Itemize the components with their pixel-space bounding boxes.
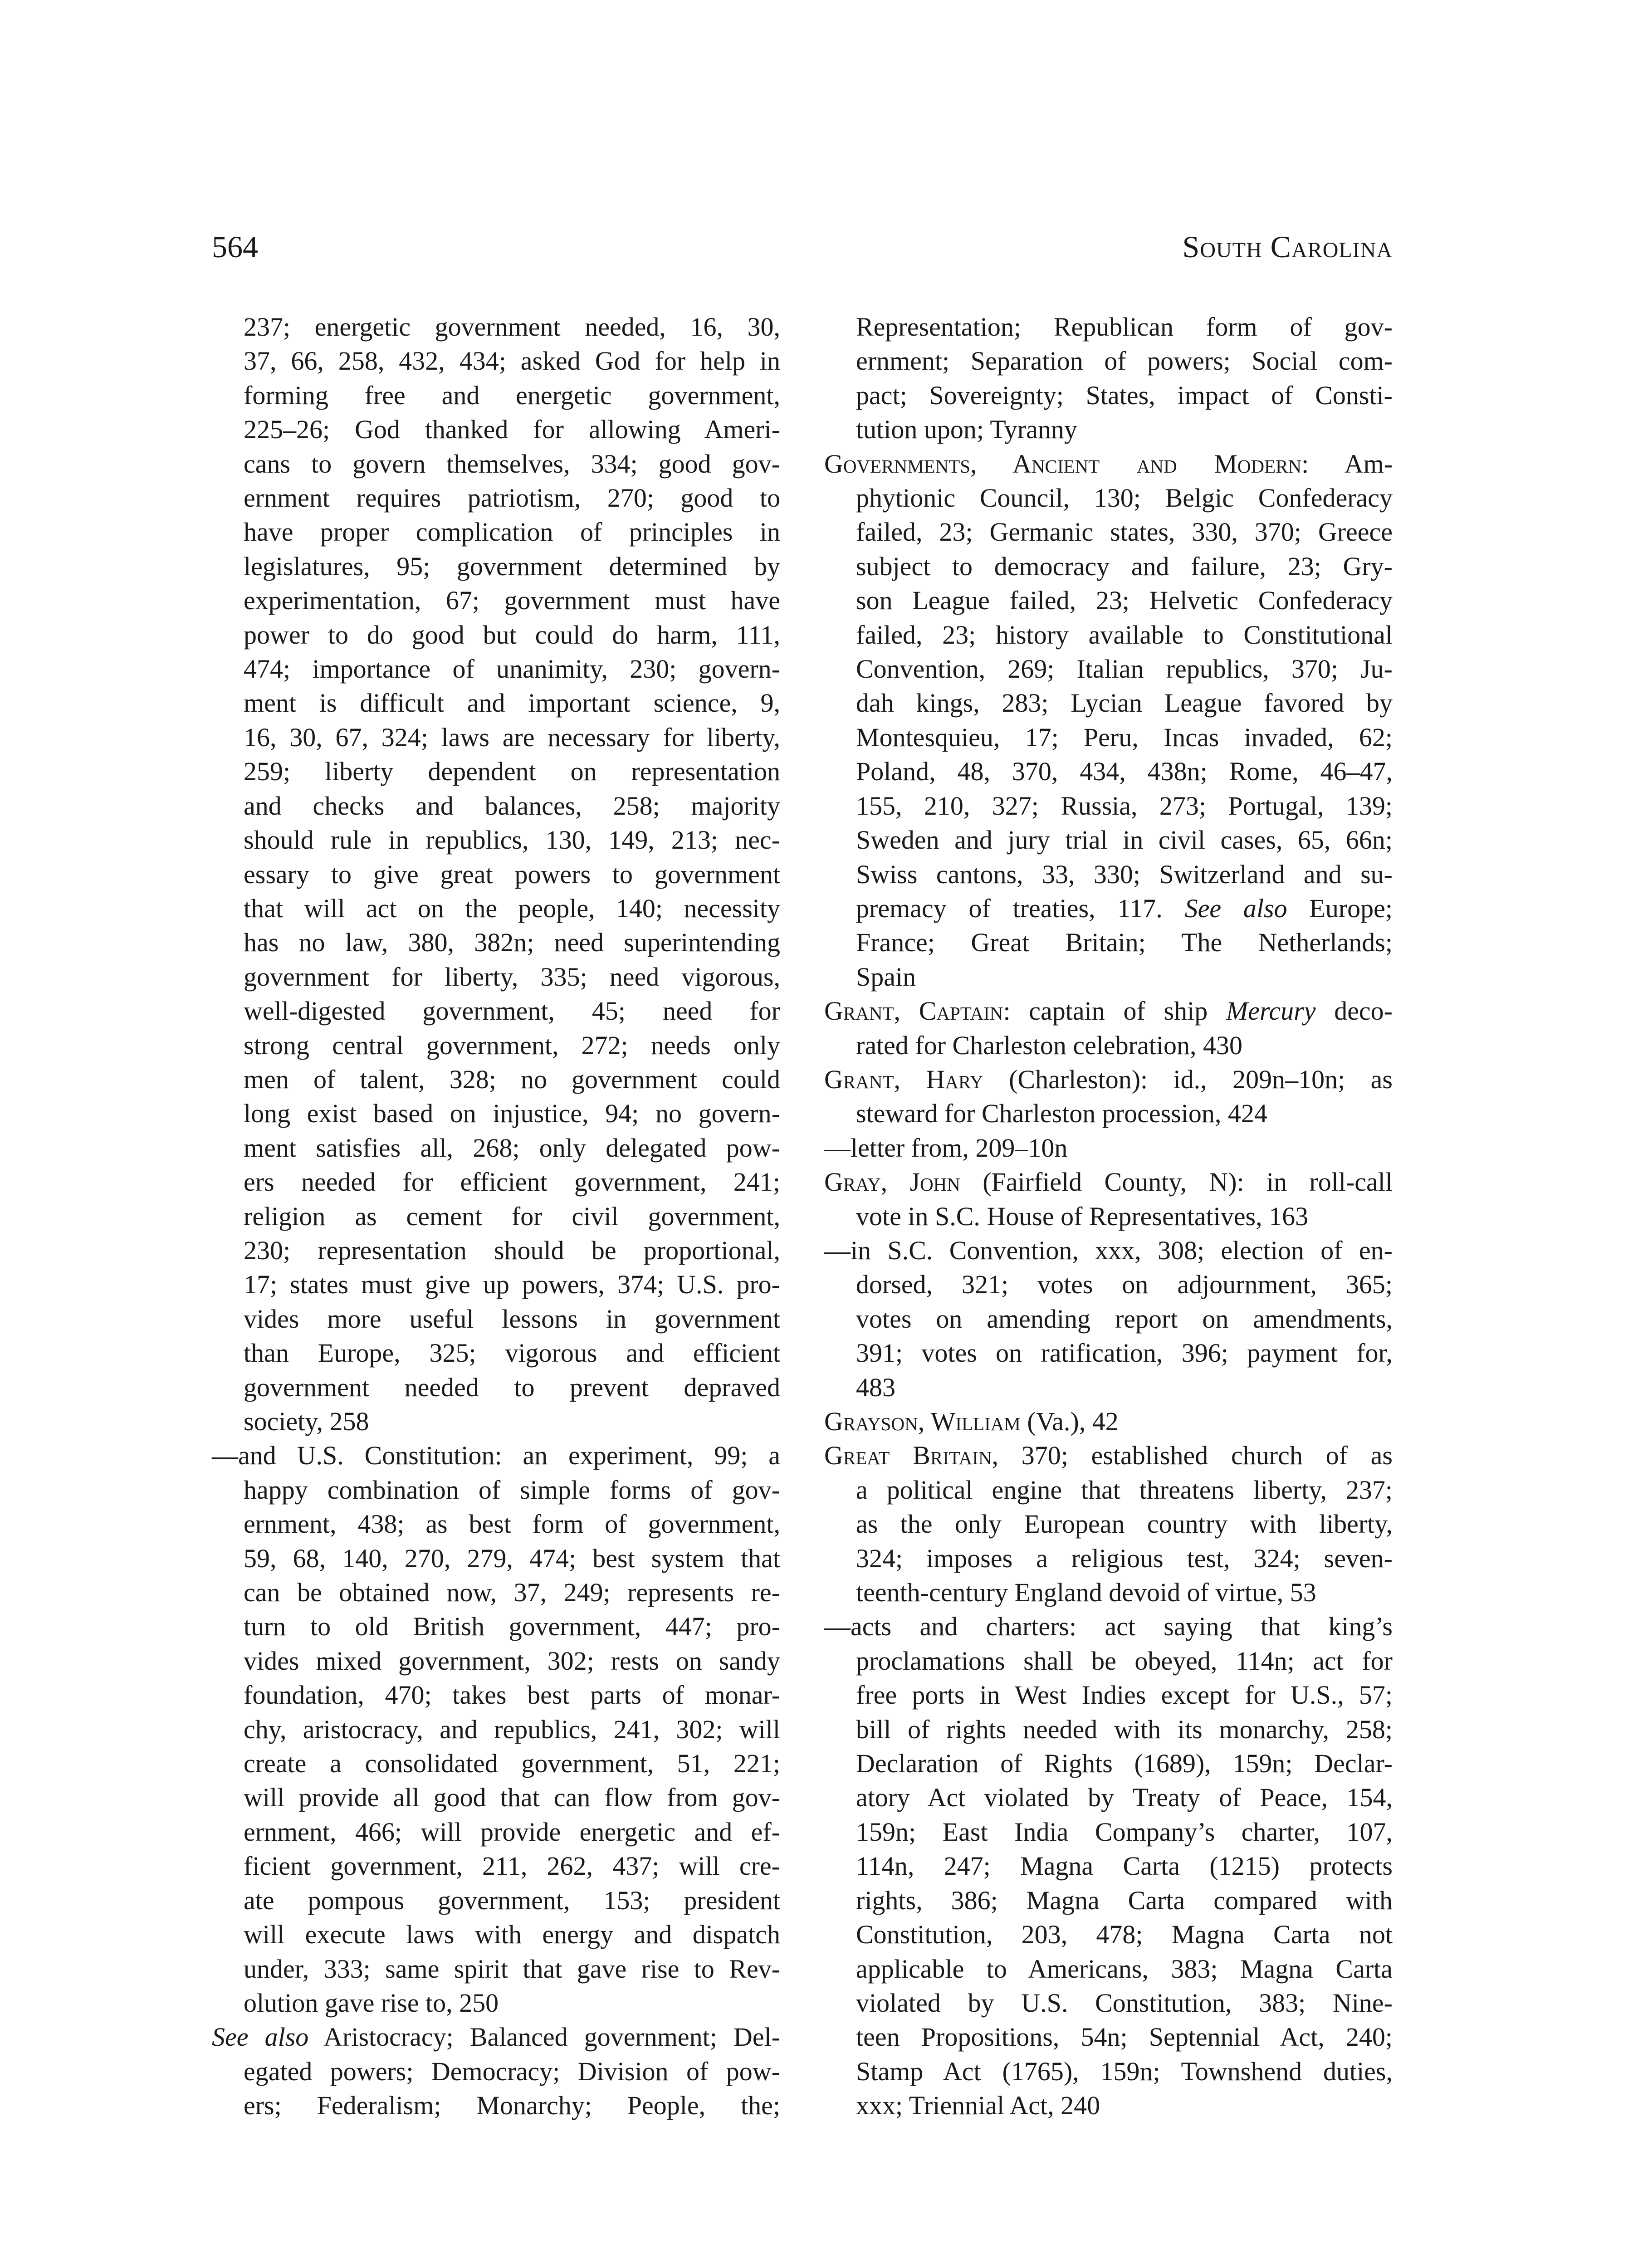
index-text: strong central government, 272; needs only — [244, 1030, 780, 1060]
index-text: free ports in West Indies except for U.S., 57; — [856, 1680, 1393, 1710]
index-text: Declaration of Rights (1689), 159n; Declar- — [856, 1749, 1393, 1779]
index-text: ment is difficult and important science, 9, — [244, 688, 780, 718]
index-continuation-line — [212, 1370, 780, 1404]
index-continuation-line — [212, 1507, 780, 1541]
index-italic-text: See also — [212, 2022, 309, 2052]
index-text: atory Act violated by Treaty of Peace, 154, — [856, 1783, 1393, 1813]
index-text: government for liberty, 335; need vigorous, — [244, 962, 780, 992]
index-text: ernment; Separation of powers; Social com- — [856, 346, 1393, 376]
index-text: rights, 386; Magna Carta compared with — [856, 1885, 1393, 1915]
index-text: cans to govern themselves, 334; good gov- — [244, 449, 780, 479]
index-text: Swiss cantons, 33, 330; Switzerland and su- — [856, 859, 1393, 889]
index-headword: Grant, Hary — [824, 1064, 983, 1094]
index-continuation-line — [212, 481, 780, 515]
index-continuation-line — [824, 618, 1393, 652]
index-text: subject to democracy and failure, 23; Gry- — [856, 551, 1393, 581]
index-continuation-line — [212, 1199, 780, 1233]
index-text: applicable to Americans, 383; Magna Carta — [856, 1954, 1393, 1984]
index-continuation-line — [824, 378, 1393, 412]
index-continuation-line — [824, 515, 1393, 549]
index-continuation-line — [212, 857, 780, 891]
index-entry-line — [824, 1165, 1393, 1199]
index-continuation-line — [212, 925, 780, 959]
index-text: —acts and charters: act saying that king’s — [824, 1612, 1393, 1642]
index-continuation-line — [212, 1952, 780, 1986]
index-continuation-line — [212, 720, 780, 754]
index-italic-text: Mercury — [1226, 996, 1316, 1026]
index-text: well-digested government, 45; need for — [244, 996, 780, 1026]
index-text: ernment requires patriotism, 270; good to — [244, 483, 780, 513]
index-continuation-line — [824, 2020, 1393, 2054]
index-text: dah kings, 283; Lycian League favored by — [856, 688, 1393, 718]
index-continuation-line — [212, 1062, 780, 1096]
index-entry-line — [824, 1062, 1393, 1096]
index-text: ficient government, 211, 262, 437; will cre- — [244, 1851, 780, 1881]
index-continuation-line — [212, 378, 780, 412]
index-continuation-line — [212, 583, 780, 617]
index-text: ers needed for efficient government, 241; — [244, 1167, 780, 1197]
index-text: 114n, 247; Magna Carta (1215) protects — [856, 1851, 1393, 1881]
index-continuation-line — [824, 1986, 1393, 2020]
index-continuation-line — [824, 1302, 1393, 1336]
index-continuation-line — [212, 1712, 780, 1746]
index-headword: Governments, Ancient and Modern — [824, 449, 1302, 479]
index-text: 474; importance of unanimity, 230; govern- — [244, 654, 780, 684]
index-text: chy, aristocracy, and republics, 241, 302; will — [244, 1714, 780, 1744]
index-continuation-line — [824, 1952, 1393, 1986]
index-entry-line — [824, 1438, 1393, 1472]
index-continuation-line — [212, 891, 780, 925]
index-continuation-line — [212, 754, 780, 788]
index-continuation-line — [824, 754, 1393, 788]
index-entry-line — [212, 2020, 780, 2054]
index-text: , 370; established church of as — [992, 1441, 1393, 1471]
index-continuation-line — [212, 1267, 780, 1301]
index-entry-line — [824, 1233, 1393, 1267]
index-text: 37, 66, 258, 432, 434; asked God for help in — [244, 346, 780, 376]
index-continuation-line — [824, 1815, 1393, 1849]
index-text: Representation; Republican form of gov- — [856, 312, 1393, 342]
index-continuation-line — [212, 1096, 780, 1130]
index-text: 391; votes on ratification, 396; payment for, — [856, 1338, 1393, 1368]
index-text: experimentation, 67; government must have — [244, 586, 780, 616]
index-continuation-line — [212, 686, 780, 720]
index-continuation-line — [824, 412, 1393, 446]
index-text: steward for Charleston procession, 424 — [856, 1099, 1267, 1129]
index-continuation-line — [824, 1746, 1393, 1780]
index-continuation-line — [212, 515, 780, 549]
index-text: xxx; Triennial Act, 240 — [856, 2091, 1100, 2121]
index-column-left — [212, 310, 780, 2123]
index-text: —in S.C. Convention, xxx, 308; election of en- — [824, 1235, 1393, 1265]
index-text: teenth-century England devoid of virtue, 53 — [856, 1578, 1316, 1608]
index-continuation-line — [824, 686, 1393, 720]
index-text: son League failed, 23; Helvetic Confederacy — [856, 586, 1393, 616]
index-text: deco- — [1315, 996, 1393, 1026]
index-text: 155, 210, 327; Russia, 273; Portugal, 139; — [856, 791, 1393, 821]
index-text: Spain — [856, 962, 916, 992]
index-text: votes on amending report on amendments, — [856, 1304, 1393, 1334]
index-text: 17; states must give up powers, 374; U.S. pro- — [244, 1270, 780, 1300]
index-continuation-line — [212, 1849, 780, 1883]
index-continuation-line — [212, 447, 780, 481]
index-text: 59, 68, 140, 270, 279, 474; best system that — [244, 1543, 780, 1573]
index-text: Sweden and jury trial in civil cases, 65, 66n; — [856, 825, 1393, 855]
index-continuation-line — [824, 583, 1393, 617]
index-text: create a consolidated government, 51, 221; — [244, 1749, 780, 1779]
index-continuation-line — [212, 618, 780, 652]
index-continuation-line — [824, 1678, 1393, 1712]
index-continuation-line — [212, 1575, 780, 1609]
index-continuation-line — [824, 1849, 1393, 1883]
index-continuation-line — [212, 652, 780, 686]
index-text: 225–26; God thanked for allowing Ameri- — [244, 415, 780, 445]
index-headword: Grayson, William — [824, 1407, 1021, 1436]
index-continuation-line — [212, 1815, 780, 1849]
index-text: pact; Sovereignty; States, impact of Consti- — [856, 380, 1393, 410]
index-text: government needed to prevent depraved — [244, 1372, 780, 1402]
index-text: 324; imposes a religious test, 324; seven- — [856, 1543, 1393, 1573]
index-continuation-line — [824, 1644, 1393, 1678]
index-continuation-line — [824, 1712, 1393, 1746]
index-entry-line — [824, 1131, 1393, 1165]
index-text: : captain of ship — [1003, 996, 1226, 1026]
index-continuation-line — [824, 1336, 1393, 1370]
index-continuation-line — [824, 1883, 1393, 1917]
index-text: 16, 30, 67, 324; laws are necessary for liberty, — [244, 722, 780, 752]
index-continuation-line — [212, 1473, 780, 1507]
index-text: power to do good but could do harm, 111, — [244, 620, 780, 650]
index-continuation-line — [824, 481, 1393, 515]
index-text: —letter from, 209–10n — [824, 1133, 1068, 1163]
index-continuation-line — [824, 1507, 1393, 1541]
index-text: vides more useful lessons in government — [244, 1304, 780, 1334]
index-continuation-line — [212, 1780, 780, 1814]
index-continuation-line — [212, 1917, 780, 1951]
index-text: under, 333; same spirit that gave rise to Rev- — [244, 1954, 780, 1984]
index-text: vote in S.C. House of Representatives, 163 — [856, 1201, 1309, 1231]
index-text: —and U.S. Constitution: an experiment, 99; a — [212, 1441, 780, 1471]
running-head: South Carolina — [1182, 230, 1393, 264]
index-text: bill of rights needed with its monarchy, 258; — [856, 1714, 1393, 1744]
index-continuation-line — [824, 720, 1393, 754]
index-continuation-line — [824, 823, 1393, 857]
index-entry-line — [824, 1404, 1393, 1438]
index-text: essary to give great powers to government — [244, 859, 780, 889]
index-continuation-line — [212, 412, 780, 446]
index-text: can be obtained now, 37, 249; represents re- — [244, 1578, 780, 1608]
index-text: foundation, 470; takes best parts of monar- — [244, 1680, 780, 1710]
index-continuation-line — [212, 960, 780, 994]
index-text: ernment, 438; as best form of government, — [244, 1509, 780, 1539]
index-text: ernment, 466; will provide energetic and ef- — [244, 1817, 780, 1847]
index-continuation-line — [824, 891, 1393, 925]
index-text: as the only European country with liberty, — [856, 1509, 1393, 1539]
index-continuation-line — [212, 2088, 780, 2122]
index-text: legislatures, 95; government determined by — [244, 551, 780, 581]
index-continuation-line — [212, 1541, 780, 1575]
page-number: 564 — [212, 230, 258, 264]
index-continuation-line — [824, 1917, 1393, 1951]
index-text: Aristocracy; Balanced government; Del- — [308, 2022, 780, 2052]
index-continuation-line — [824, 2088, 1393, 2122]
index-text: 230; representation should be proportional, — [244, 1235, 780, 1265]
index-text: Constitution, 203, 478; Magna Carta not — [856, 1920, 1393, 1950]
index-text: 259; liberty dependent on representation — [244, 757, 780, 787]
index-text: dorsed, 321; votes on adjournment, 365; — [856, 1270, 1393, 1300]
index-continuation-line — [824, 344, 1393, 378]
index-continuation-line — [212, 1165, 780, 1199]
index-continuation-line — [824, 310, 1393, 344]
index-continuation-line — [212, 1233, 780, 1267]
index-continuation-line — [212, 2054, 780, 2088]
index-text: has no law, 380, 382n; need superintending — [244, 928, 780, 958]
index-text: should rule in republics, 130, 149, 213; nec- — [244, 825, 780, 855]
index-headword: Great Britain — [824, 1441, 992, 1471]
index-continuation-line — [212, 1404, 780, 1438]
index-continuation-line — [824, 549, 1393, 583]
index-text: ers; Federalism; Monarchy; People, the; — [244, 2091, 780, 2121]
index-continuation-line — [824, 1370, 1393, 1404]
index-text: happy combination of simple forms of gov- — [244, 1475, 780, 1505]
index-continuation-line — [824, 2054, 1393, 2088]
index-text: long exist based on injustice, 94; no govern- — [244, 1099, 780, 1129]
index-continuation-line — [824, 1473, 1393, 1507]
index-continuation-line — [212, 1336, 780, 1370]
index-continuation-line — [212, 1746, 780, 1780]
index-continuation-line — [824, 652, 1393, 686]
index-continuation-line — [212, 1131, 780, 1165]
index-text: will execute laws with energy and dispatch — [244, 1920, 780, 1950]
index-text: tution upon; Tyranny — [856, 415, 1077, 445]
index-continuation-line — [824, 1096, 1393, 1130]
index-text: (Va.), 42 — [1020, 1407, 1119, 1436]
index-continuation-line — [824, 925, 1393, 959]
index-text: ment satisfies all, 268; only delegated pow- — [244, 1133, 780, 1163]
index-text: Poland, 48, 370, 434, 438n; Rome, 46–47, — [856, 757, 1393, 787]
index-text: 159n; East India Company’s charter, 107, — [856, 1817, 1393, 1847]
index-continuation-line — [212, 1883, 780, 1917]
index-text: (Charleston): id., 209n–10n; as — [983, 1064, 1393, 1094]
index-text: violated by U.S. Constitution, 383; Nine- — [856, 1988, 1393, 2018]
index-continuation-line — [824, 857, 1393, 891]
index-text: men of talent, 328; no government could — [244, 1064, 780, 1094]
index-headword: Grant, Captain — [824, 996, 1003, 1026]
index-column-right — [824, 310, 1393, 2123]
index-text: Montesquieu, 17; Peru, Incas invaded, 62; — [856, 722, 1393, 752]
index-text: olution gave rise to, 250 — [244, 1988, 499, 2018]
index-continuation-line — [212, 549, 780, 583]
index-continuation-line — [212, 1678, 780, 1712]
index-text: failed, 23; Germanic states, 330, 370; Greece — [856, 517, 1393, 547]
index-continuation-line — [824, 960, 1393, 994]
index-continuation-line — [212, 310, 780, 344]
index-headword: Gray, John — [824, 1167, 960, 1197]
index-continuation-line — [212, 1609, 780, 1643]
index-text: forming free and energetic government, — [244, 380, 780, 410]
index-text: rated for Charleston celebration, 430 — [856, 1030, 1242, 1060]
index-continuation-line — [212, 1986, 780, 2020]
index-text: than Europe, 325; vigorous and efficient — [244, 1338, 780, 1368]
index-text: a political engine that threatens liberty, 237; — [856, 1475, 1393, 1505]
index-text: premacy of treaties, 117. — [856, 893, 1185, 923]
index-text: egated powers; Democracy; Division of pow- — [244, 2056, 780, 2086]
index-text: (Fairfield County, N): in roll-call — [960, 1167, 1393, 1197]
index-text: : Am- — [1301, 449, 1393, 479]
index-text: vides mixed government, 302; rests on sandy — [244, 1646, 780, 1676]
index-entry-line — [824, 447, 1393, 481]
index-italic-text: See also — [1184, 893, 1287, 923]
index-continuation-line — [824, 1028, 1393, 1062]
index-text: will provide all good that can flow from gov- — [244, 1783, 780, 1813]
index-continuation-line — [824, 1267, 1393, 1301]
index-continuation-line — [212, 1644, 780, 1678]
index-text: Europe; — [1287, 893, 1393, 923]
index-continuation-line — [824, 1541, 1393, 1575]
index-text: proclamations shall be obeyed, 114n; act for — [856, 1646, 1393, 1676]
index-text: Convention, 269; Italian republics, 370; Ju- — [856, 654, 1393, 684]
index-continuation-line — [824, 1575, 1393, 1609]
index-text: France; Great Britain; The Netherlands; — [856, 928, 1393, 958]
index-entry-line — [212, 1438, 780, 1472]
index-text: Stamp Act (1765), 159n; Townshend duties, — [856, 2056, 1393, 2086]
index-text: turn to old British government, 447; pro- — [244, 1612, 780, 1642]
index-text: ate pompous government, 153; president — [244, 1885, 780, 1915]
index-text: religion as cement for civil government, — [244, 1201, 780, 1231]
index-continuation-line — [212, 823, 780, 857]
index-text: that will act on the people, 140; necessity — [244, 893, 780, 923]
index-text: 483 — [856, 1372, 895, 1402]
index-continuation-line — [212, 1302, 780, 1336]
index-continuation-line — [824, 1199, 1393, 1233]
index-continuation-line — [212, 344, 780, 378]
index-text: teen Propositions, 54n; Septennial Act, 240; — [856, 2022, 1393, 2052]
index-continuation-line — [824, 789, 1393, 823]
index-text: and checks and balances, 258; majority — [244, 791, 780, 821]
index-entry-line — [824, 1609, 1393, 1643]
index-text: failed, 23; history available to Constitutional — [856, 620, 1393, 650]
index-text: 237; energetic government needed, 16, 30, — [244, 312, 780, 342]
index-continuation-line — [212, 994, 780, 1028]
index-text: society, 258 — [244, 1407, 369, 1436]
index-entry-line — [824, 994, 1393, 1028]
index-continuation-line — [212, 789, 780, 823]
index-continuation-line — [824, 1780, 1393, 1814]
index-continuation-line — [212, 1028, 780, 1062]
index-text: phytionic Council, 130; Belgic Confederacy — [856, 483, 1393, 513]
index-text: have proper complication of principles in — [244, 517, 780, 547]
